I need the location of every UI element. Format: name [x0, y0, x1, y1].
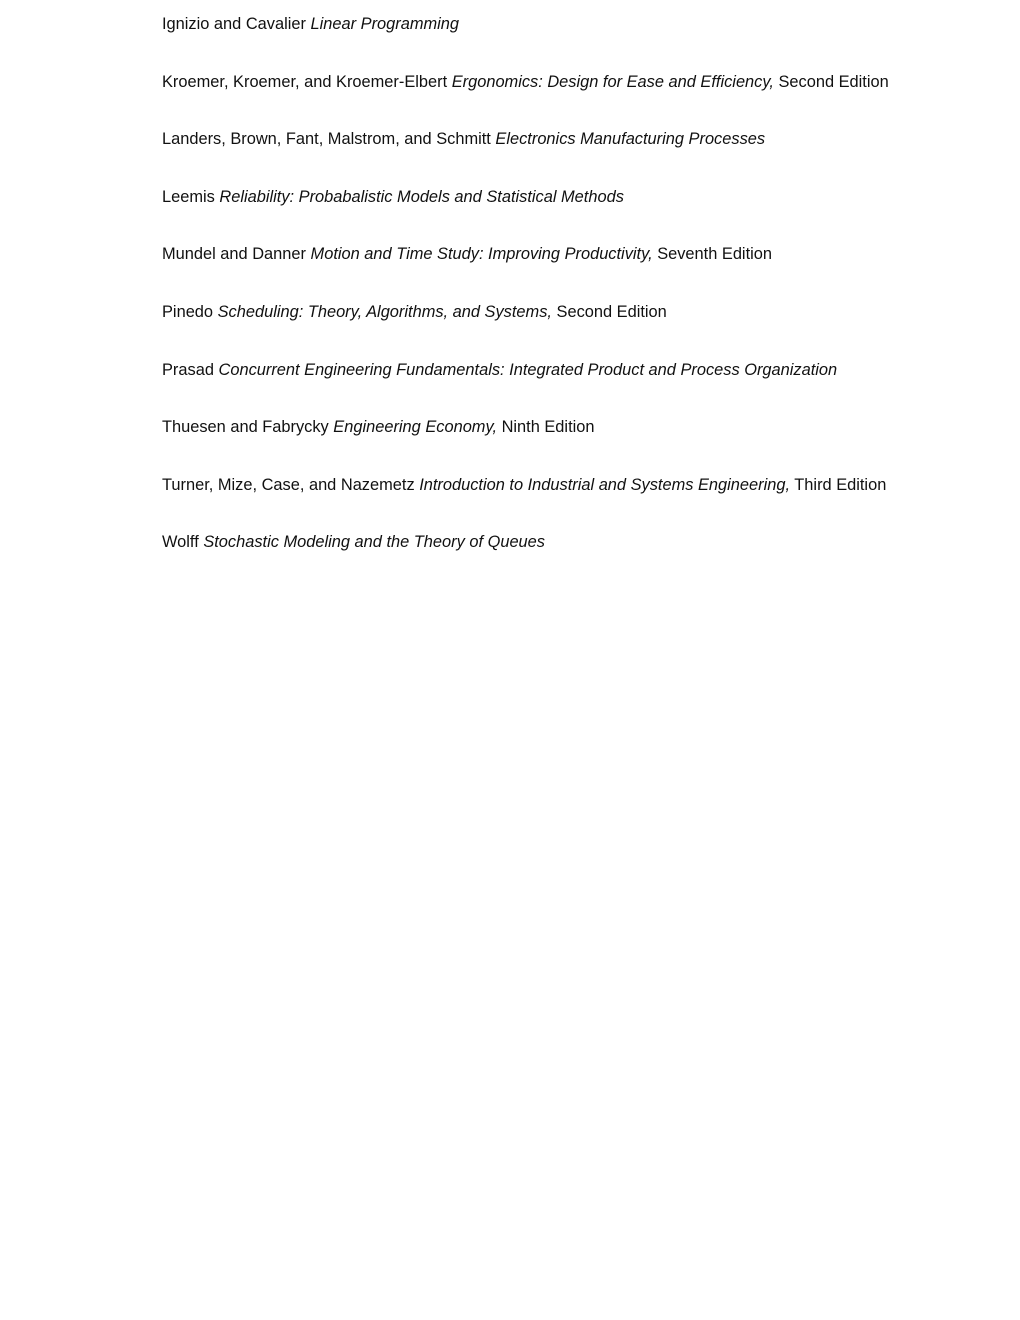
book-authors: Prasad — [162, 360, 214, 379]
book-authors: Landers, Brown, Fant, Malstrom, and Schmitt — [162, 130, 491, 149]
book-authors: Turner, Mize, Case, and Nazemetz — [162, 475, 415, 494]
book-entry — [162, 301, 1012, 323]
book-title: Motion and Time Study: Improving Productivity, — [310, 245, 653, 264]
book-title: Ergonomics: Design for Ease and Efficiency, — [451, 72, 774, 91]
book-entry — [162, 71, 1012, 93]
book-edition: Seventh Edition — [657, 245, 773, 264]
book-entry — [162, 359, 1012, 381]
book-authors: Pinedo — [162, 302, 214, 321]
book-title: Reliability: Probabalistic Models and Statistical Methods — [219, 187, 624, 206]
book-authors: Wolff — [162, 533, 199, 552]
book-title: Engineering Economy, — [333, 418, 497, 437]
book-title: Scheduling: Theory, Algorithms, and Systems, — [217, 302, 552, 321]
book-entry — [162, 416, 1012, 438]
book-authors: Leemis — [162, 187, 215, 206]
book-title: Stochastic Modeling and the Theory of Queues — [203, 533, 545, 552]
book-title: Introduction to Industrial and Systems Engineering, — [419, 475, 791, 494]
book-edition: Ninth Edition — [501, 418, 595, 437]
book-title: Electronics Manufacturing Processes — [495, 130, 766, 149]
book-edition: Third Edition — [794, 475, 887, 494]
book-title: Concurrent Engineering Fundamentals: Integrated Product and Process Organization — [218, 360, 838, 379]
book-authors: Thuesen and Fabrycky — [162, 418, 329, 437]
book-authors: Kroemer, Kroemer, and Kroemer-Elbert — [162, 72, 448, 91]
book-entry — [162, 474, 1012, 496]
book-authors: Mundel and Danner — [162, 245, 306, 264]
book-entry — [162, 243, 1012, 265]
book-entry — [162, 531, 1012, 553]
book-title: Linear Programming — [310, 15, 460, 33]
book-entry — [162, 186, 1012, 208]
book-entry — [162, 13, 1012, 35]
book-authors: Ignizio and Cavalier — [162, 15, 306, 33]
book-edition: Second Edition — [556, 302, 667, 321]
book-entry — [162, 128, 1012, 150]
book-edition: Second Edition — [778, 72, 889, 91]
book-list — [162, 13, 1012, 589]
